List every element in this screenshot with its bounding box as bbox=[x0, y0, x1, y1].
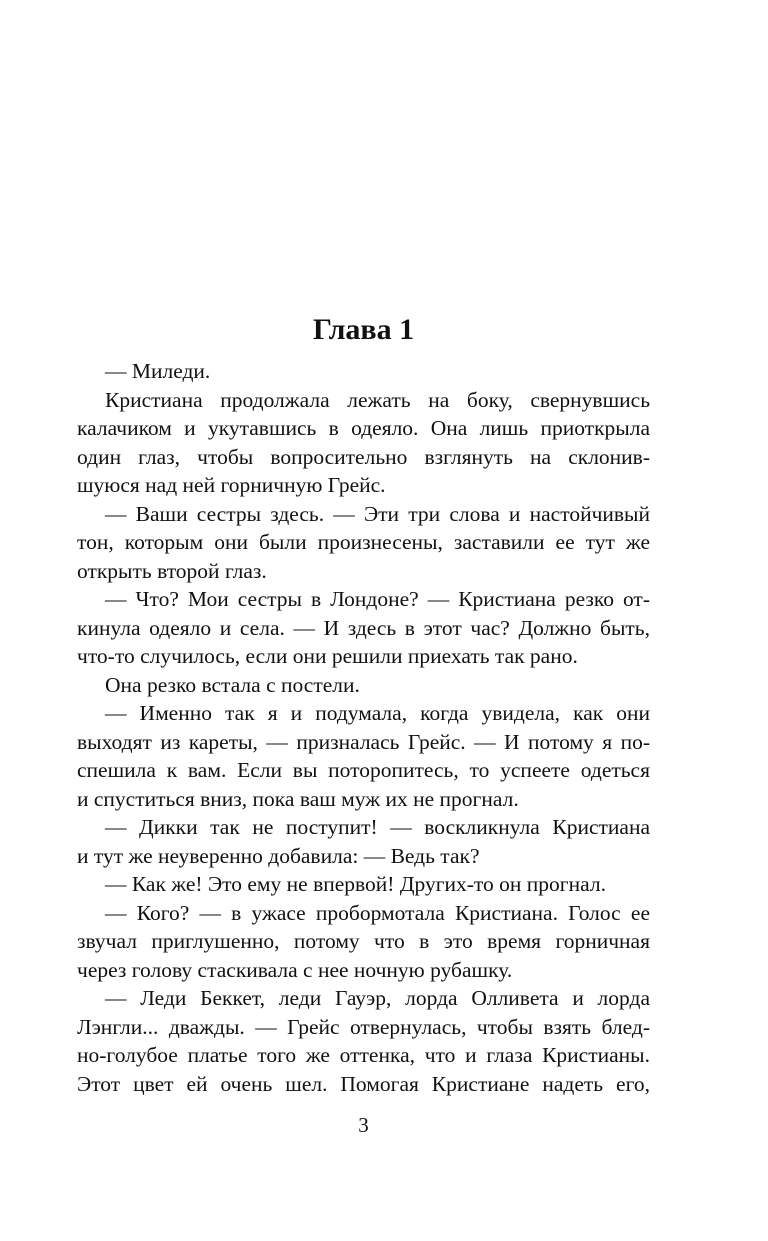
page-number: 3 bbox=[358, 1113, 369, 1137]
text-line: кинула одеяло и села. — И здесь в этот час? Должно быть, bbox=[77, 615, 650, 640]
text-line: открыть второй глаз. bbox=[77, 558, 267, 583]
text-line: и спуститься вниз, пока ваш муж их не прогнал. bbox=[77, 786, 519, 811]
text-line: и тут же неуверенно добавила: — Ведь так? bbox=[77, 843, 480, 868]
chapter-title: Глава 1 bbox=[312, 313, 415, 346]
text-line: — Миледи. bbox=[105, 359, 211, 383]
text-line: Она резко встала с постели. bbox=[105, 672, 360, 697]
book-page bbox=[77, 0, 650, 1241]
text-line: калачиком и укутавшись в одеяло. Она лишь приоткрыла bbox=[77, 416, 650, 440]
text-line: звучал приглушенно, потому что в это время горничная bbox=[77, 929, 650, 953]
text-line: — Именно так я и подумала, когда увидела, как они bbox=[105, 701, 650, 725]
text-line: но-голубое платье того же оттенка, что и глаза Кристианы. bbox=[77, 1043, 650, 1067]
text-line: — Дикки так не поступит! — воскликнула Кристиана bbox=[105, 815, 650, 839]
text-line: через голову стаскивала с нее ночную рубашку. bbox=[77, 957, 513, 982]
text-line: — Как же! Это ему не впервой! Других-то он прогнал. bbox=[105, 872, 606, 896]
text-line: тон, которым они были произнесены, заставили ее тут же bbox=[77, 530, 650, 554]
text-line: Лэнгли... дважды. — Грейс отвернулась, чтобы взять блед- bbox=[77, 1014, 650, 1039]
text-line: выходят из кареты, — призналась Грейс. — И потому я по- bbox=[77, 729, 650, 754]
text-line: — Леди Беккет, леди Гауэр, лорда Олливета и лорда bbox=[105, 986, 650, 1010]
text-line: — Кого? — в ужасе пробормотала Кристиана. Голос ее bbox=[105, 900, 650, 925]
text-line: один глаз, чтобы вопросительно взглянуть на склонив- bbox=[77, 444, 650, 469]
text-line: — Что? Мои сестры в Лондоне? — Кристиана резко от- bbox=[105, 587, 650, 611]
text-line: Этот цвет ей очень шел. Помогая Кристиане надеть его, bbox=[77, 1071, 650, 1096]
text-line: шуюся над ней горничную Грейс. bbox=[77, 473, 386, 497]
body-text bbox=[77, 357, 650, 1098]
text-line: Кристиана продолжала лежать на боку, свернувшись bbox=[105, 387, 650, 412]
text-line: — Ваши сестры здесь. — Эти три слова и настойчивый bbox=[105, 501, 650, 526]
text-line: что-то случилось, если они решили приехать так рано. bbox=[77, 644, 578, 668]
text-line: спешила к вам. Если вы поторопитесь, то успеете одеться bbox=[77, 758, 650, 782]
